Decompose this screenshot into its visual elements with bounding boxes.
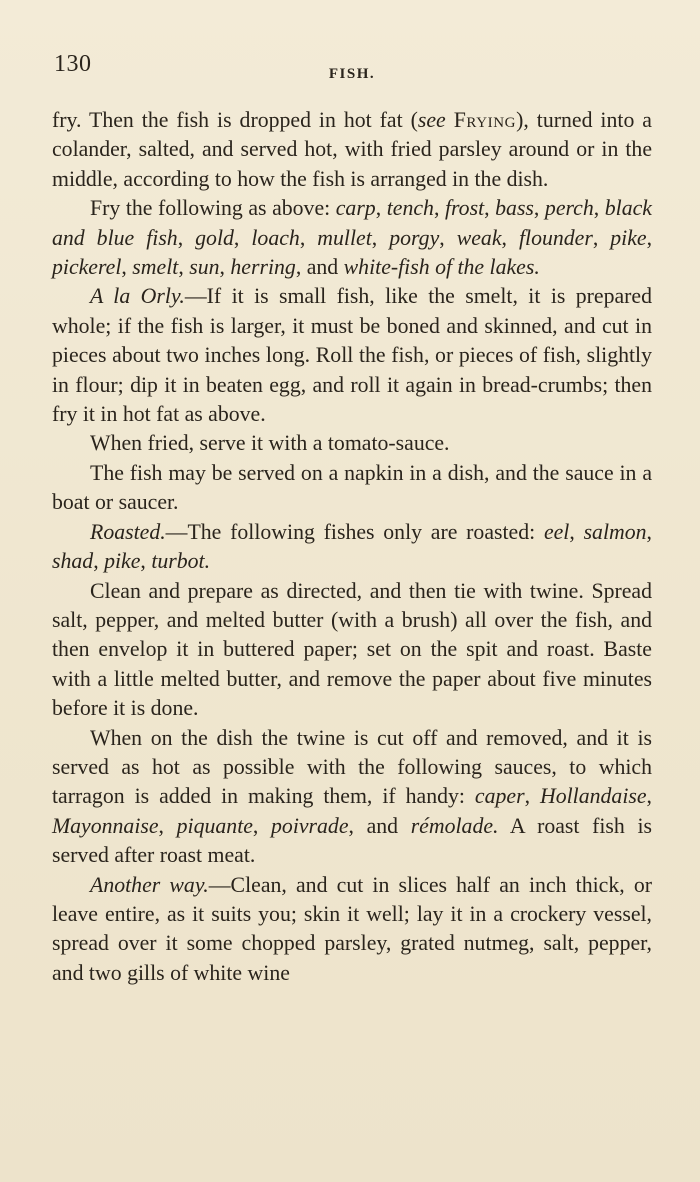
italic-text: turbot. bbox=[151, 549, 211, 574]
text-run: Fry the following as above: bbox=[90, 196, 336, 221]
paragraph bbox=[52, 518, 652, 577]
paragraph bbox=[52, 429, 652, 458]
italic-text: shad bbox=[52, 549, 94, 574]
italic-text: see bbox=[417, 108, 446, 132]
text-run: , bbox=[252, 813, 272, 838]
italic-text: carp bbox=[335, 196, 376, 221]
paragraph bbox=[52, 282, 652, 429]
text-run: , bbox=[219, 255, 231, 280]
italic-text: pike bbox=[610, 225, 647, 250]
italic-text: herring bbox=[230, 255, 296, 280]
text-run: , bbox=[121, 255, 133, 280]
text-run: , bbox=[592, 225, 611, 250]
paragraph bbox=[52, 459, 652, 518]
paragraph bbox=[52, 194, 652, 282]
text-run: When on the dish the twine is cut off and removed, and it is served as hot as possible with the following sauces, to which tarragon is added in making them, if handy: bbox=[52, 725, 652, 809]
paragraph bbox=[52, 871, 652, 989]
italic-text: pike bbox=[104, 549, 141, 574]
italic-text: eel bbox=[543, 519, 570, 544]
text-run: , bbox=[646, 784, 652, 809]
text-run: ), turned into a colander, salted, and served hot, with fried parsley around or in the middle, according to how the fish is arranged in the dish. bbox=[52, 108, 652, 191]
text-run: —If it is small fish, like the smelt, it is prepared whole; if the fish is larger, it must be boned and skinned, and cut in pieces about two inches long. Roll the fish, or pieces of fish, slightly in flour; dip it in beaten egg, and roll it again in bread-crumbs; then fry it in hot fat as above. bbox=[52, 284, 652, 427]
text-run: , bbox=[371, 225, 390, 250]
text-run: , bbox=[501, 225, 519, 250]
text-run: When fried, serve it with a tomato-sauce. bbox=[90, 431, 450, 456]
text-run: —Clean, and cut in slices half an inch thick, or leave entire, as it suits you; skin it well; lay it in a crockery vessel, spread over it some chopped parsley, grated nutmeg, salt, pepper, and two gills of white wine bbox=[52, 872, 652, 985]
text-run: A roast fish is served after roast meat. bbox=[52, 813, 652, 868]
italic-text: tench bbox=[386, 196, 434, 221]
text-run: , bbox=[177, 225, 196, 250]
text-run: , bbox=[299, 225, 318, 250]
italic-text: black and blue fish bbox=[52, 196, 652, 250]
text-run: fry. Then the fish is dropped in hot fat ( bbox=[52, 108, 418, 132]
text-run: , bbox=[178, 255, 190, 280]
text-run: , bbox=[569, 519, 584, 544]
italic-text: sun bbox=[189, 255, 220, 280]
text-run: , bbox=[158, 813, 177, 838]
italic-text: A la Orly. bbox=[90, 284, 185, 309]
italic-text: flounder bbox=[518, 225, 593, 250]
paragraph bbox=[52, 724, 652, 871]
italic-text: Another way. bbox=[90, 872, 209, 897]
text-run: , and bbox=[295, 255, 344, 280]
italic-text: smelt bbox=[132, 255, 179, 280]
text-run: , bbox=[646, 225, 653, 250]
body-text bbox=[52, 106, 652, 988]
italic-text: frost bbox=[444, 196, 485, 221]
text-run: The fish may be served on a napkin in a dish, and the sauce in a boat or saucer. bbox=[52, 460, 652, 515]
italic-text: loach bbox=[251, 225, 300, 250]
text-run: , bbox=[233, 225, 252, 250]
text-run: , bbox=[375, 196, 387, 221]
italic-text: porgy bbox=[389, 225, 440, 250]
text-run: —The following fishes only are roasted: bbox=[165, 519, 544, 544]
running-head bbox=[52, 48, 652, 106]
italic-text: Roasted. bbox=[90, 519, 166, 544]
italic-text: pickerel bbox=[52, 255, 122, 280]
text-run: , bbox=[140, 549, 152, 574]
italic-text: salmon bbox=[583, 519, 647, 544]
text-run: , bbox=[439, 225, 457, 250]
italic-text: Mayonnaise bbox=[52, 813, 159, 838]
small-caps-reference: Frying bbox=[453, 108, 517, 132]
italic-text: perch bbox=[544, 196, 594, 221]
italic-text: gold bbox=[195, 225, 234, 250]
italic-text: poivrade bbox=[271, 813, 349, 838]
paragraph bbox=[52, 106, 652, 194]
italic-text: Hollandaise bbox=[539, 784, 647, 809]
italic-text: mullet bbox=[317, 225, 372, 250]
italic-text: piquante bbox=[176, 813, 253, 838]
text-run: , bbox=[484, 196, 496, 221]
text-run: , and bbox=[348, 813, 411, 838]
paragraph bbox=[52, 577, 652, 724]
text-run: , bbox=[593, 196, 605, 221]
text-run bbox=[446, 108, 454, 132]
running-title: FISH. bbox=[328, 66, 376, 82]
italic-text: white-fish of the lakes. bbox=[343, 255, 540, 280]
italic-text: weak bbox=[456, 225, 502, 250]
text-run: , bbox=[533, 196, 545, 221]
italic-text: rémolade. bbox=[410, 813, 499, 838]
page-number: 130 bbox=[54, 51, 92, 77]
text-run: , bbox=[524, 784, 540, 809]
text-run: Clean and prepare as directed, and then tie with twine. Spread salt, pepper, and melted butter (with a brush) all over the fish, and then envelop it in buttered paper; set on the spit and roast. Baste with a little melted butter, and remove the paper about five minutes before it is done. bbox=[52, 578, 652, 721]
italic-text: bass bbox=[495, 196, 534, 221]
text-run: , bbox=[433, 196, 445, 221]
text-run: , bbox=[93, 549, 105, 574]
italic-text: caper bbox=[474, 784, 525, 809]
text-run: , bbox=[646, 519, 652, 544]
